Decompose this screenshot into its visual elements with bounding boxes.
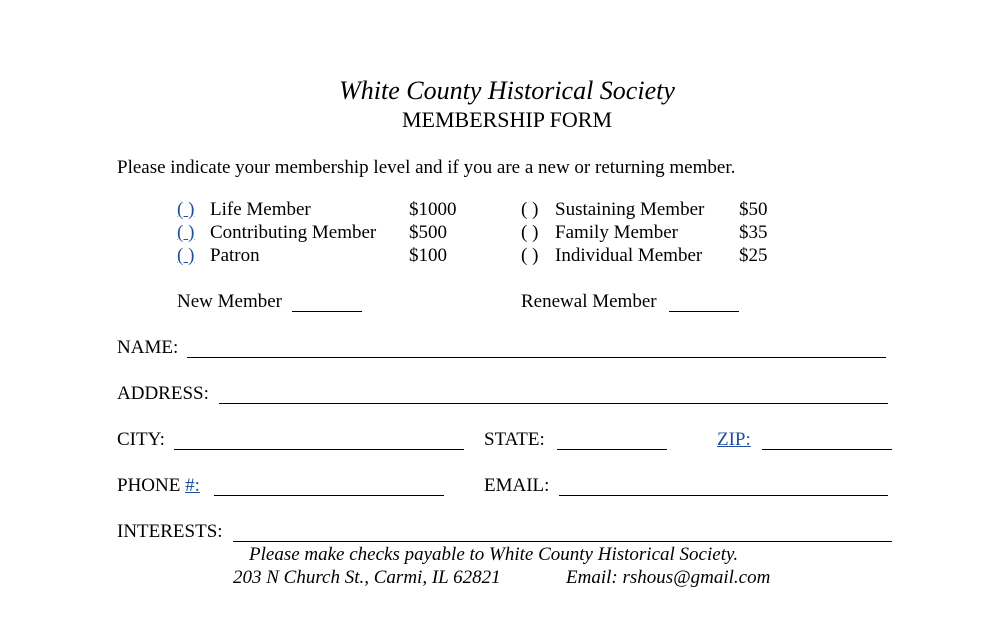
phone-label-text: PHONE xyxy=(117,475,181,496)
phone-label-hash: #: xyxy=(185,475,200,496)
level-price-individual: $25 xyxy=(739,245,768,266)
name-label: NAME: xyxy=(117,337,179,358)
checkbox-individual[interactable]: ( ) xyxy=(521,245,539,266)
state-field[interactable] xyxy=(557,449,667,450)
checkbox-sustaining[interactable]: ( ) xyxy=(521,199,539,220)
interests-label: INTERESTS: xyxy=(117,521,223,542)
mailing-address: 203 N Church St., Carmi, IL 62821 xyxy=(233,567,501,588)
level-label-patron: Patron xyxy=(210,245,260,266)
checks-payable-note: Please make checks payable to White County Historical Society. xyxy=(249,544,739,565)
email-field[interactable] xyxy=(559,495,888,496)
new-member-label: New Member xyxy=(177,291,282,312)
checkbox-patron[interactable]: ( ) xyxy=(177,245,195,266)
phone-field[interactable] xyxy=(214,495,444,496)
state-label: STATE: xyxy=(484,429,545,450)
level-price-life: $1000 xyxy=(409,199,457,220)
intro-text: Please indicate your membership level and if you are a new or returning member. xyxy=(117,157,736,178)
address-field[interactable] xyxy=(219,403,888,404)
contact-email: Email: rshous@gmail.com xyxy=(566,567,771,588)
name-field[interactable] xyxy=(187,357,886,358)
checkbox-life[interactable]: ( ) xyxy=(177,199,195,220)
city-field[interactable] xyxy=(174,449,464,450)
city-label: CITY: xyxy=(117,429,165,450)
checkbox-contributing[interactable]: ( ) xyxy=(177,222,195,243)
new-member-blank[interactable] xyxy=(292,311,362,312)
checkbox-family[interactable]: ( ) xyxy=(521,222,539,243)
zip-label: ZIP: xyxy=(717,429,751,450)
level-label-sustaining: Sustaining Member xyxy=(555,199,705,220)
level-price-sustaining: $50 xyxy=(739,199,768,220)
level-label-life: Life Member xyxy=(210,199,311,220)
address-label: ADDRESS: xyxy=(117,383,209,404)
level-label-family: Family Member xyxy=(555,222,678,243)
level-label-individual: Individual Member xyxy=(555,245,703,266)
email-label: EMAIL: xyxy=(484,475,550,496)
page-title: White County Historical Society xyxy=(339,76,675,105)
level-price-contributing: $500 xyxy=(409,222,447,243)
level-price-family: $35 xyxy=(739,222,768,243)
interests-field[interactable] xyxy=(233,541,892,542)
form-subtitle: MEMBERSHIP FORM xyxy=(401,107,613,132)
level-label-contributing: Contributing Member xyxy=(210,222,377,243)
renewal-member-blank[interactable] xyxy=(669,311,739,312)
zip-field[interactable] xyxy=(762,449,892,450)
level-price-patron: $100 xyxy=(409,245,447,266)
phone-label xyxy=(117,476,200,495)
renewal-member-label: Renewal Member xyxy=(521,291,657,312)
